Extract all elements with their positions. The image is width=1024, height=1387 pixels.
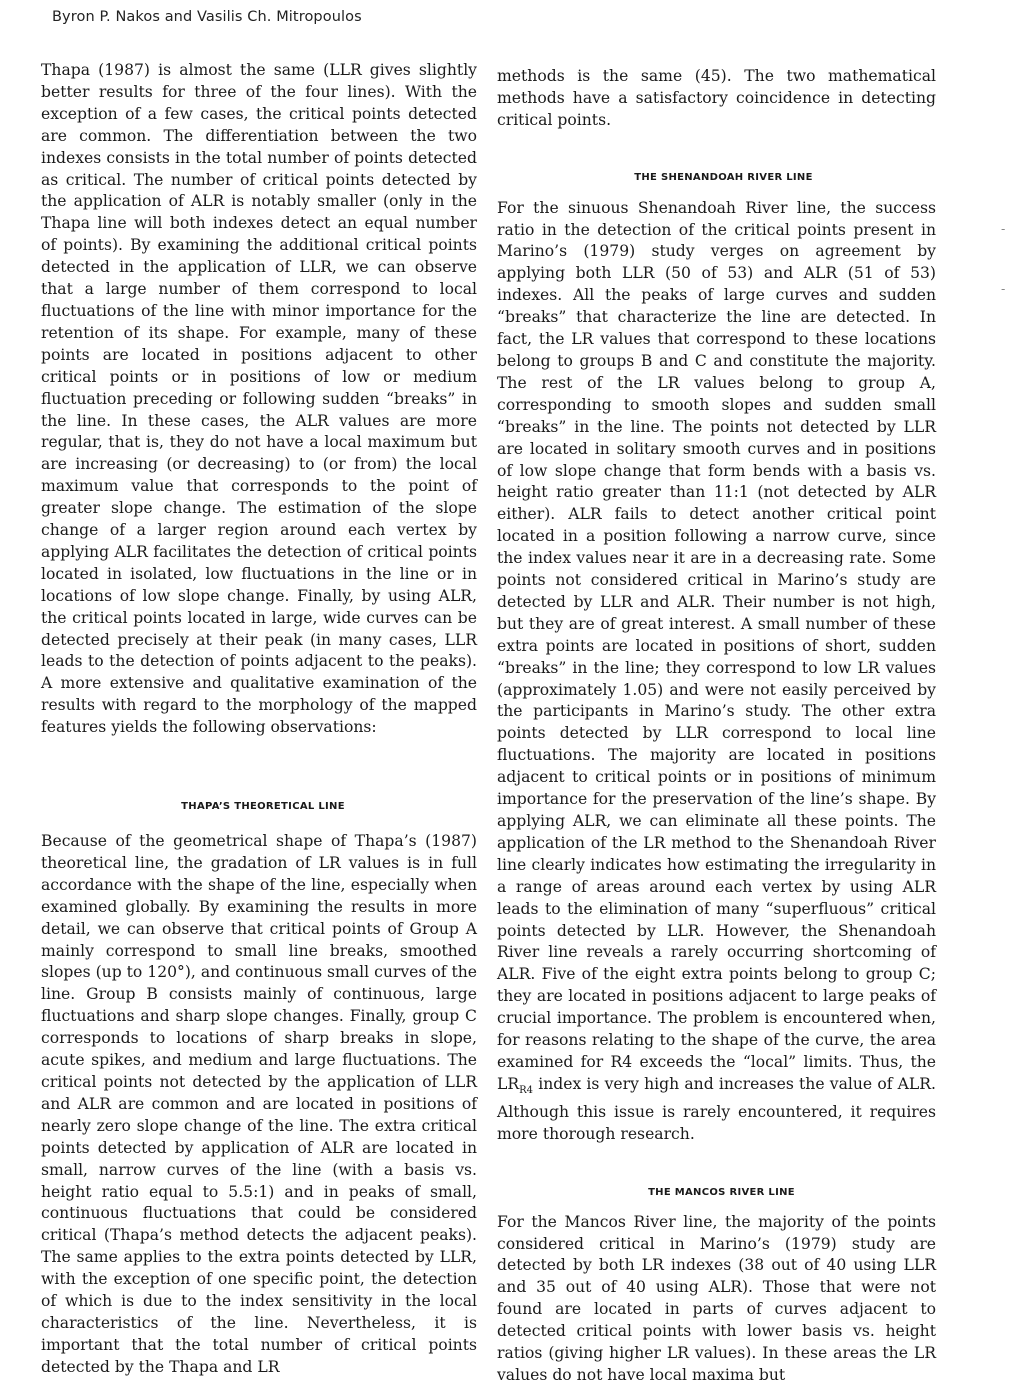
right-paragraph-1: methods is the same (45). The two mathematical methods have a satisfactory coincidence in detecting critical points. — [497, 67, 936, 129]
margin-mark: - — [1001, 282, 1006, 296]
left-paragraph-1: Thapa (1987) is almost the same (LLR gives slightly better results for three of the four lines). With the exception of a few cases, the critical points detected are common. The differentiation between the two indexes consists in the total number of points detected as critical. The number of critical points detected by the application of ALR is notably smaller (only in the Thapa line will both indexes detect an equal number of points). By examining the additional critical points detected in the application of LLR, we can observe that a large number of them correspond to local fluctuations of the line with minor importance for the retention of its shape. For example, many of these points are located in positions adjacent to other critical points or in positions of low or medium fluctuation preceding or following sudden “breaks” in the line. In these cases, the ALR values are more regular, that is, they do not have a local maximum but are increasing (or decreasing) to (or from) the local maximum value that corresponds to the point of greater slope change. The estimation of the slope change of a larger region around each vertex by applying ALR facilitates the detection of critical points located in isolated, low fluctuations in the line or in locations of low slope change. Finally, by using ALR, the critical points located in large, wide curves can be detected precisely at their peak (in many cases, LLR leads to the detection of points adjacent to the peaks). A more extensive and qualitative examination of the results with regard to the morphology of the mapped features yields the following observations: — [41, 61, 477, 737]
subscript-r4: R4 — [519, 1084, 534, 1096]
shenandoah-text-cont: index is very high and increases the value of ALR. Although this issue is rarely encountered, it requires more thorough research. — [497, 1074, 936, 1143]
right-paragraph-3: For the Mancos River line, the majority of the points considered critical in Marino’s (1979) study are detected by both LR indexes (38 out of 40 using LLR and 35 out of 40 using ALR). Those that were not found are located in parts of curves adjacent to detected critical points with lower basis vs. height ratios (giving higher LR values). In these areas the LR values do not have local maxima but — [497, 1212, 936, 1384]
section-heading-mancos: THE MANCOS RIVER LINE — [648, 1186, 795, 1198]
shenandoah-text: For the sinuous Shenandoah River line, the success ratio in the detection of the critical points present in Marino’s (1979) study verges on agreement by applying both LLR (50 of 53) and ALR (51 of 53) indexes. All the peaks of large curves and sudden “breaks” that characterize the line are detected. In fact, the LR values that correspond to these locations belong to groups B and C and constitute the majority. The rest of the LR values belong to group A, corresponding to smooth slopes and sudden small “breaks” in the line. The points not detected by LLR are located in solitary smooth curves and in positions of low slope change that form bends with a basis vs. height ratio greater than 11:1 (not detected by ALR either). ALR fails to detect another critical point located in a position following a narrow curve, since the index values near it are in a decreasing rate. Some points not considered critical in Marino’s study are detected by LLR and ALR. Their number is not high, but they are of great interest. A small number of these extra points are located in positions of short, sudden “breaks” in the line; they correspond to low LR values (approximately 1.05) and were not easily perceived by the participants in Marino’s study. The other extra points detected by LLR correspond to local line fluctuations. The majority are located in positions adjacent to critical points or in positions of minimum importance for the preservation of the line’s shape. By applying ALR, we can eliminate all these points. The application of the LR method to the Shenandoah River line clearly indicates how estimating the irregularity in a range of areas around each vertex by using ALR leads to the elimination of many “superfluous” critical points detected by LLR. However, the Shenandoah River line reveals a rarely occurring shortcoming of ALR. Five of the eight extra points belong to group C; they are located in positions adjacent to large peaks of crucial importance. The problem is encountered when, for reasons relating to the shape of the curve, the area examined for R4 exceeds the “local” limits. Thus, the LR — [497, 198, 936, 1093]
section-heading-shenandoah: THE SHENANDOAH RIVER LINE — [634, 171, 813, 183]
left-paragraph-2: Because of the geometrical shape of Thapa’s (1987) theoretical line, the gradation of LR values is in full accordance with the shape of the line, especially when examined globally. By examining the results in more detail, we can observe that critical points of Group A mainly correspond to small line breaks, smoothed slopes (up to 120°), and continuous small curves of the line. Group B consists mainly of continuous, large fluctuations and sharp slope changes. Finally, group C corresponds to locations of sharp breaks in slope, acute spikes, and medium and large fluctuations. The critical points not detected by the application of LLR and ALR are common and are located in positions of nearly zero slope change of the line. The extra critical points detected by application of ALR are located in small, narrow curves of the line (with a basis vs. height ratio equal to 5.5:1) and in peaks of small, continuous fluctuations that could be considered critical (Thapa’s method detects the adjacent peaks). The same applies to the extra points detected by LLR, with the exception of one specific point, the detection of which is due to the index sensitivity in the local characteristics of the line. Nevertheless, it is important that the total number of critical points detected by the Thapa and LR — [41, 832, 477, 1376]
running-head: Byron P. Nakos and Vasilis Ch. Mitropoulos — [52, 9, 362, 25]
margin-mark: - — [1001, 222, 1006, 236]
left-column — [41, 60, 477, 1379]
section-heading-thapa: THAPA’S THEORETICAL LINE — [181, 801, 345, 813]
right-paragraph-2 — [497, 198, 936, 1146]
right-column — [497, 66, 936, 1387]
